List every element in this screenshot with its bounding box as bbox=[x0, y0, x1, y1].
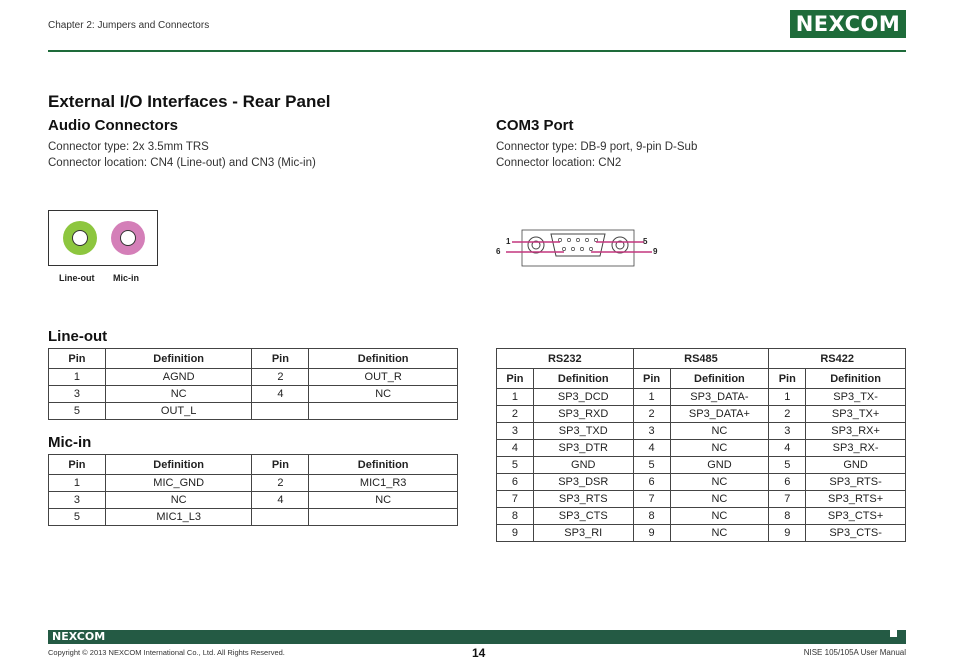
pin-cell: 4 bbox=[252, 492, 309, 509]
db9-pin-label-1: 1 bbox=[506, 237, 511, 246]
db9-pin-label-6: 6 bbox=[496, 247, 501, 256]
page-title: External I/O Interfaces - Rear Panel bbox=[48, 92, 331, 111]
definition-cell bbox=[309, 403, 458, 420]
table-row bbox=[497, 423, 906, 440]
table-row bbox=[49, 492, 458, 509]
table-header: Definition bbox=[806, 369, 906, 389]
table-row bbox=[497, 491, 906, 508]
definition-cell: NC bbox=[105, 386, 252, 403]
table-header: Pin bbox=[769, 369, 806, 389]
definition-cell: SP3_CTS- bbox=[806, 525, 906, 542]
definition-cell: MIC1_R3 bbox=[309, 475, 458, 492]
table-row bbox=[497, 457, 906, 474]
table-header: Definition bbox=[105, 455, 252, 475]
pin-cell bbox=[252, 403, 309, 420]
pin-cell: 4 bbox=[633, 440, 670, 457]
table-row bbox=[49, 369, 458, 386]
table-header: Definition bbox=[105, 349, 252, 369]
pin-cell: 9 bbox=[497, 525, 534, 542]
definition-cell: NC bbox=[670, 525, 769, 542]
header-rule bbox=[48, 50, 906, 52]
definition-cell: SP3_RI bbox=[533, 525, 633, 542]
pin-cell: 7 bbox=[769, 491, 806, 508]
table-row bbox=[49, 509, 458, 526]
table-header: Definition bbox=[309, 349, 458, 369]
com3-location: Connector location: CN2 bbox=[496, 157, 622, 169]
definition-cell: SP3_CTS bbox=[533, 508, 633, 525]
db9-pin-label-5: 5 bbox=[643, 237, 648, 246]
pin-cell: 5 bbox=[49, 509, 106, 526]
table-header: Pin bbox=[252, 455, 309, 475]
line-out-jack-icon bbox=[63, 221, 97, 255]
definition-cell: SP3_RTS+ bbox=[806, 491, 906, 508]
definition-cell: NC bbox=[309, 492, 458, 509]
definition-cell: SP3_RX+ bbox=[806, 423, 906, 440]
mic-in-title: Mic-in bbox=[48, 434, 92, 451]
table-row bbox=[497, 474, 906, 491]
line-out-title: Line-out bbox=[48, 328, 108, 345]
definition-cell: SP3_CTS+ bbox=[806, 508, 906, 525]
pin-cell: 6 bbox=[497, 474, 534, 491]
definition-cell: NC bbox=[670, 423, 769, 440]
definition-cell: GND bbox=[806, 457, 906, 474]
definition-cell: OUT_R bbox=[309, 369, 458, 386]
definition-cell: SP3_TXD bbox=[533, 423, 633, 440]
line-out-table bbox=[48, 348, 458, 420]
definition-cell: GND bbox=[533, 457, 633, 474]
table-header: Definition bbox=[533, 369, 633, 389]
mic-in-table bbox=[48, 454, 458, 526]
pin-cell: 2 bbox=[252, 369, 309, 386]
table-row bbox=[497, 406, 906, 423]
table-header: Pin bbox=[49, 349, 106, 369]
pin-cell: 1 bbox=[769, 389, 806, 406]
com3-pin-table bbox=[496, 348, 906, 542]
pin-cell: 2 bbox=[769, 406, 806, 423]
pin-cell: 3 bbox=[633, 423, 670, 440]
nexcom-logo: NEXCOM bbox=[790, 10, 906, 38]
table-header: Pin bbox=[633, 369, 670, 389]
pin-cell: 7 bbox=[633, 491, 670, 508]
group-header-rs232: RS232 bbox=[497, 349, 634, 369]
db9-pin-label-9: 9 bbox=[653, 247, 658, 256]
jack-label-line-out: Line-out bbox=[59, 273, 95, 283]
pin-cell: 2 bbox=[633, 406, 670, 423]
definition-cell: MIC1_L3 bbox=[105, 509, 252, 526]
pin-cell: 6 bbox=[769, 474, 806, 491]
pin-cell: 9 bbox=[633, 525, 670, 542]
footer-logo: NEXCOM bbox=[52, 630, 106, 643]
audio-title: Audio Connectors bbox=[48, 117, 178, 134]
pin-cell: 3 bbox=[49, 386, 106, 403]
definition-cell: OUT_L bbox=[105, 403, 252, 420]
com3-type: Connector type: DB-9 port, 9-pin D-Sub bbox=[496, 141, 698, 153]
table-row bbox=[497, 508, 906, 525]
pin-cell: 8 bbox=[497, 508, 534, 525]
table-header: Definition bbox=[309, 455, 458, 475]
pin-cell: 7 bbox=[497, 491, 534, 508]
table-header: Definition bbox=[670, 369, 769, 389]
pin-cell: 4 bbox=[252, 386, 309, 403]
db9-connector-icon bbox=[496, 226, 666, 272]
group-header-rs422: RS422 bbox=[769, 349, 906, 369]
definition-cell: GND bbox=[670, 457, 769, 474]
pin-cell: 2 bbox=[497, 406, 534, 423]
pin-cell bbox=[252, 509, 309, 526]
definition-cell: SP3_DATA+ bbox=[670, 406, 769, 423]
pin-cell: 5 bbox=[497, 457, 534, 474]
pin-cell: 1 bbox=[49, 475, 106, 492]
definition-cell: SP3_RTS- bbox=[806, 474, 906, 491]
mic-in-jack-icon bbox=[111, 221, 145, 255]
pin-cell: 8 bbox=[769, 508, 806, 525]
pin-cell: 3 bbox=[769, 423, 806, 440]
audio-location: Connector location: CN4 (Line-out) and CN3 (Mic-in) bbox=[48, 157, 316, 169]
pin-cell: 9 bbox=[769, 525, 806, 542]
table-header: Pin bbox=[49, 455, 106, 475]
pin-cell: 4 bbox=[497, 440, 534, 457]
group-header-rs485: RS485 bbox=[633, 349, 769, 369]
definition-cell: NC bbox=[670, 508, 769, 525]
definition-cell: NC bbox=[105, 492, 252, 509]
copyright: Copyright © 2013 NEXCOM International Co., Ltd. All Rights Reserved. bbox=[48, 648, 285, 657]
pin-cell: 2 bbox=[252, 475, 309, 492]
table-row bbox=[497, 389, 906, 406]
footer-square-icon bbox=[890, 630, 897, 637]
table-row bbox=[497, 525, 906, 542]
pin-cell: 8 bbox=[633, 508, 670, 525]
definition-cell: SP3_DCD bbox=[533, 389, 633, 406]
table-header: Pin bbox=[252, 349, 309, 369]
com3-title: COM3 Port bbox=[496, 117, 574, 134]
page-number: 14 bbox=[472, 646, 486, 660]
jack-label-mic-in: Mic-in bbox=[113, 273, 139, 283]
pin-cell: 3 bbox=[49, 492, 106, 509]
definition-cell: AGND bbox=[105, 369, 252, 386]
definition-cell: SP3_RX- bbox=[806, 440, 906, 457]
definition-cell: SP3_DATA- bbox=[670, 389, 769, 406]
pin-cell: 4 bbox=[769, 440, 806, 457]
definition-cell: NC bbox=[309, 386, 458, 403]
footer-square-icon bbox=[898, 637, 906, 644]
definition-cell: SP3_DSR bbox=[533, 474, 633, 491]
pin-cell: 3 bbox=[497, 423, 534, 440]
definition-cell: NC bbox=[670, 474, 769, 491]
pin-cell: 5 bbox=[769, 457, 806, 474]
footer-band bbox=[48, 630, 906, 644]
table-row bbox=[49, 386, 458, 403]
definition-cell: SP3_TX+ bbox=[806, 406, 906, 423]
table-row bbox=[49, 475, 458, 492]
definition-cell: SP3_RXD bbox=[533, 406, 633, 423]
definition-cell bbox=[309, 509, 458, 526]
pin-cell: 6 bbox=[633, 474, 670, 491]
pin-cell: 1 bbox=[633, 389, 670, 406]
definition-cell: SP3_TX- bbox=[806, 389, 906, 406]
pin-cell: 5 bbox=[49, 403, 106, 420]
table-header: Pin bbox=[497, 369, 534, 389]
definition-cell: SP3_DTR bbox=[533, 440, 633, 457]
pin-cell: 5 bbox=[633, 457, 670, 474]
pin-cell: 1 bbox=[497, 389, 534, 406]
manual-title: NISE 105/105A User Manual bbox=[803, 648, 906, 657]
table-row bbox=[49, 403, 458, 420]
audio-type: Connector type: 2x 3.5mm TRS bbox=[48, 141, 209, 153]
definition-cell: MIC_GND bbox=[105, 475, 252, 492]
table-row bbox=[497, 440, 906, 457]
definition-cell: SP3_RTS bbox=[533, 491, 633, 508]
pin-cell: 1 bbox=[49, 369, 106, 386]
definition-cell: NC bbox=[670, 440, 769, 457]
definition-cell: NC bbox=[670, 491, 769, 508]
audio-diagram bbox=[48, 210, 158, 266]
chapter-header: Chapter 2: Jumpers and Connectors bbox=[48, 20, 210, 31]
